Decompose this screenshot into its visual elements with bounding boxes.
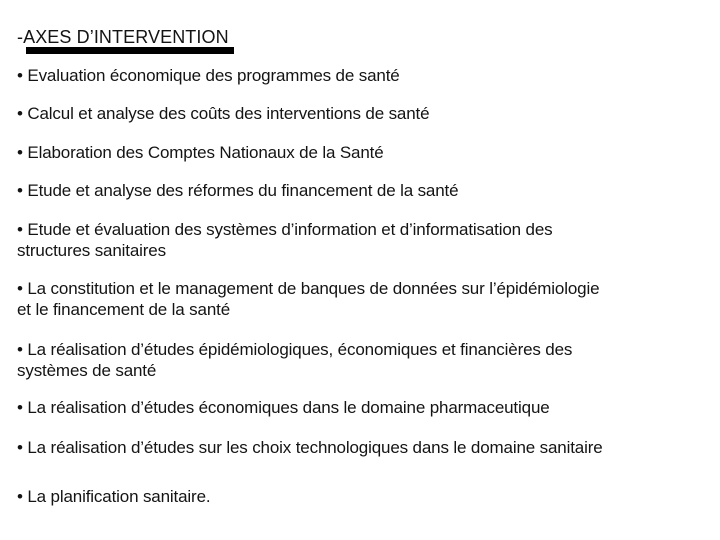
title-block (17, 27, 229, 47)
list-item-10 (17, 486, 720, 507)
list-item-5 (17, 219, 720, 261)
list-item-line: • La constitution et le management de banques de données sur l’épidémiologie (17, 279, 600, 298)
list-item-3 (17, 142, 720, 163)
list-item-1 (17, 65, 720, 86)
list-item-text: • Calcul et analyse des coûts des interventions de santé (17, 104, 430, 123)
list-item-line: • La réalisation d’études épidémiologiques, économiques et financières des (17, 340, 573, 359)
list-item-text: • Elaboration des Comptes Nationaux de la Santé (17, 143, 384, 162)
list-item-text: • La réalisation d’études économiques dans le domaine pharmaceutique (17, 398, 550, 417)
list-item-text: • Etude et analyse des réformes du financement de la santé (17, 181, 459, 200)
list-item-line: structures sanitaires (17, 241, 166, 260)
page-title: -AXES D’INTERVENTION (17, 27, 229, 47)
list-item-9 (17, 437, 720, 458)
list-item-line: • Etude et évaluation des systèmes d’information et d’informatisation des (17, 220, 553, 239)
title-underline (26, 47, 234, 54)
list-item-4 (17, 180, 720, 201)
list-item-7 (17, 339, 720, 381)
list-item-8 (17, 397, 720, 418)
list-item-line: et le financement de la santé (17, 300, 231, 319)
list-item-text: • La réalisation d’études sur les choix technologiques dans le domaine sanitaire (17, 438, 603, 457)
list-item-text: • Evaluation économique des programmes de santé (17, 66, 400, 85)
list-item-line: systèmes de santé (17, 361, 157, 380)
list-item-text: • La planification sanitaire. (17, 487, 211, 506)
list-item-6 (17, 278, 720, 320)
list-item-2 (17, 103, 720, 124)
